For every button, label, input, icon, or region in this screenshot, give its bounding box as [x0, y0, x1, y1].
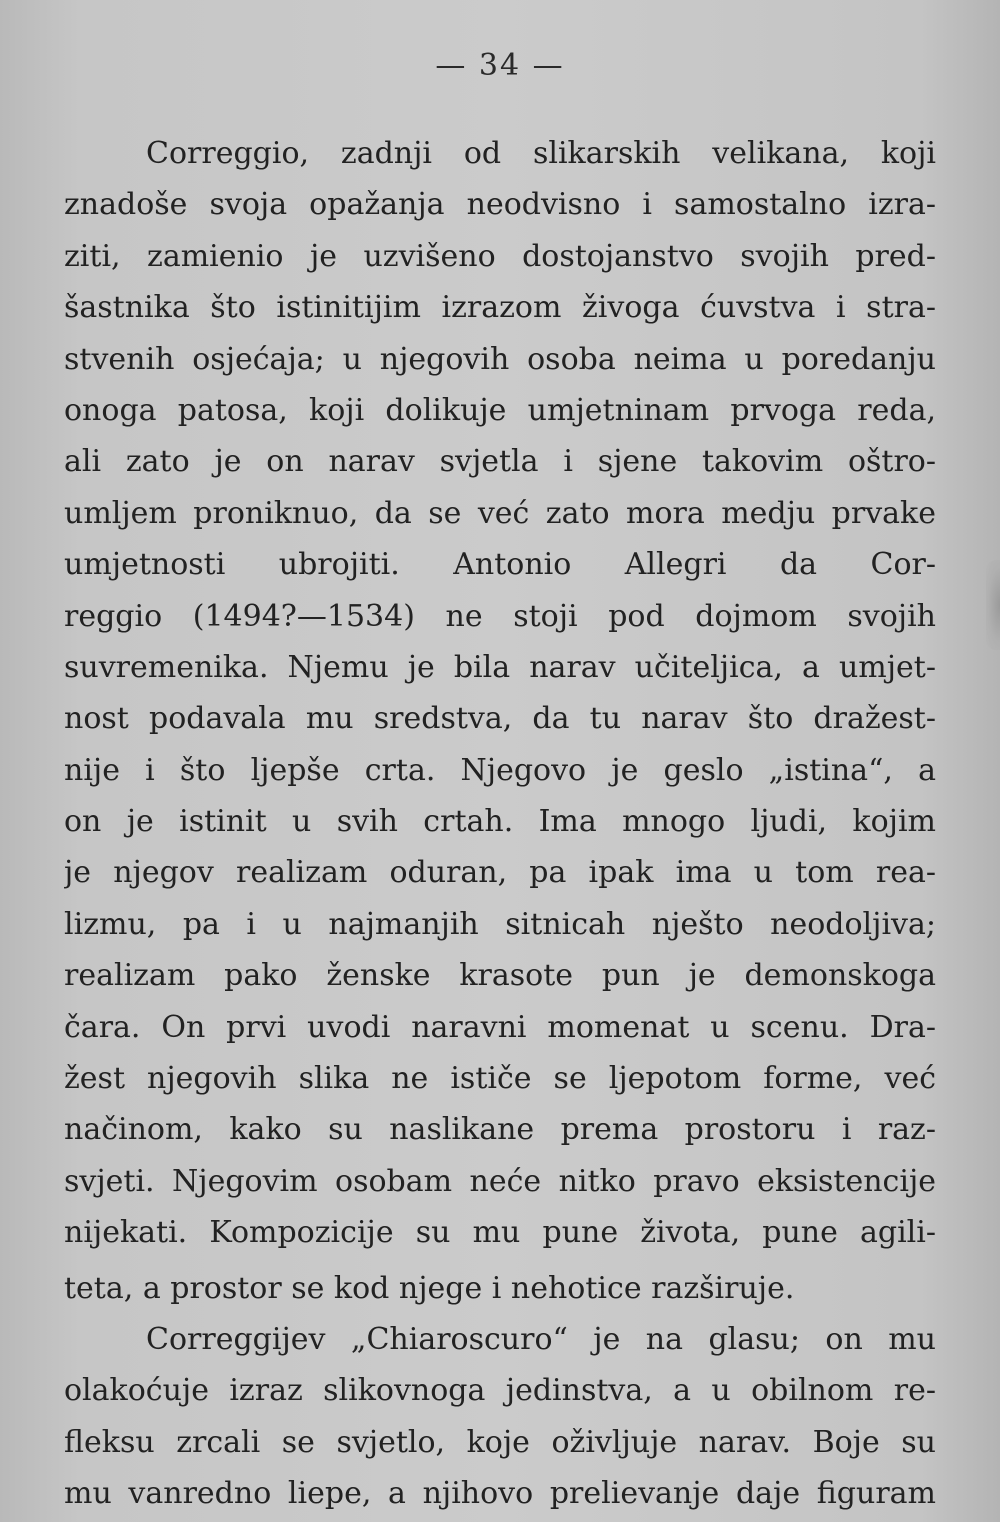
text-line: umljem proniknuo, da se već zato mora medju prvake	[64, 495, 936, 531]
text-line: svjeti. Njegovim osobam neće nitko pravo eksistencije	[64, 1163, 936, 1199]
text-line: umjetnosti ubrojiti. Antonio Allegri da Cor-	[64, 547, 936, 583]
text-line: ali zato je on narav svjetla i sjene takovim oštro-	[64, 444, 936, 480]
text-line: ziti, zamienio je uzvišeno dostojanstvo svojih pred-	[64, 238, 936, 274]
page-edge-smudge	[986, 560, 1000, 650]
text-line: Correggijev „Chiaroscuro“ je na glasu; on mu	[146, 1321, 936, 1357]
text-line: suvremenika. Njemu je bila narav učiteljica, a umjet-	[64, 649, 936, 685]
text-line: čara. On prvi uvodi naravni momenat u scenu. Dra-	[64, 1009, 936, 1045]
text-line: teta, a prostor se kod njege i nehotice razširuje.	[64, 1270, 795, 1306]
text-line: nije i što ljepše crta. Njegovo je geslo „istina“, a	[64, 752, 936, 788]
paragraph-chiaroscuro	[64, 1314, 936, 1520]
text-line: mu vanredno liepe, a njihovo prelievanje daje figuram	[64, 1476, 936, 1512]
text-line: nost podavala mu sredstva, da tu narav što dražest-	[64, 701, 936, 737]
text-line: lizmu, pa i u najmanjih sitnicah nješto neodoljiva;	[64, 906, 936, 942]
text-line: olakoćuje izraz slikovnoga jedinstva, a u obilnom re-	[64, 1373, 936, 1409]
body-text	[64, 128, 936, 1520]
paragraph-correggio-intro	[64, 128, 936, 1314]
text-line: realizam pako ženske krasote pun je demonskoga	[64, 958, 936, 994]
text-line: fleksu zrcali se svjetlo, koje oživljuje narav. Boje su	[64, 1424, 936, 1460]
text-line: je njegov realizam oduran, pa ipak ima u tom rea-	[64, 855, 936, 891]
text-line: on je istinit u svih crtah. Ima mnogo ljudi, kojim	[64, 804, 936, 840]
page-number: — 34 —	[435, 48, 565, 83]
text-line: načinom, kako su naslikane prema prostoru i raz-	[64, 1112, 936, 1148]
text-line: reggio (1494?—1534) ne stoji pod dojmom svojih	[64, 598, 936, 634]
text-line: šastnika što istinitijim izrazom živoga ćuvstva i stra-	[64, 290, 936, 326]
text-line: nijekati. Kompozicije su mu pune života, pune agili-	[64, 1215, 936, 1251]
text-line: Correggio, zadnji od slikarskih velikana, koji	[146, 136, 936, 171]
text-line: stvenih osjećaja; u njegovih osoba neima u poredanju	[64, 341, 936, 377]
text-line: žest njegovih slika ne ističe se ljepotom forme, već	[64, 1061, 936, 1097]
text-line: onoga patosa, koji dolikuje umjetninam prvoga reda,	[64, 392, 936, 428]
text-line: znadoše svoja opažanja neodvisno i samostalno izra-	[64, 187, 936, 223]
